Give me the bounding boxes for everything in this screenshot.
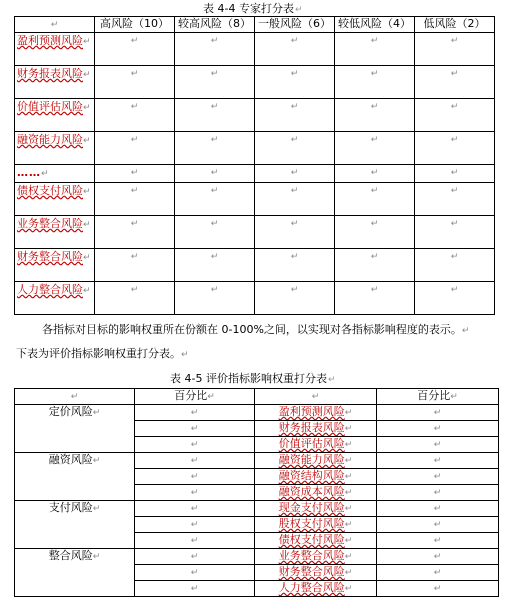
- risk-item-cell: 股权支付风险↵: [255, 517, 377, 533]
- score-cell: ↵: [175, 249, 255, 282]
- risk-name-cell: 债权支付风险↵: [15, 183, 95, 216]
- group-score-cell: ↵: [135, 581, 255, 597]
- table-row: [15, 501, 499, 517]
- score-cell: ↵: [415, 132, 495, 165]
- table2-caption: 表 4-5 评价指标影响权重打分表↵: [170, 372, 336, 385]
- paragraph-mark: ↵: [294, 5, 303, 15]
- score-cell: ↵: [415, 183, 495, 216]
- score-cell: ↵: [175, 282, 255, 315]
- score-cell: ↵: [175, 99, 255, 132]
- group-score-cell: ↵: [135, 469, 255, 485]
- score-cell: ↵: [95, 183, 175, 216]
- table1-header-cell: ↵: [15, 17, 95, 33]
- table-row-ellipsis: [15, 165, 495, 183]
- group-score-cell: ↵: [135, 501, 255, 517]
- score-cell: ↵: [415, 33, 495, 66]
- score-cell: ↵: [255, 249, 335, 282]
- score-cell: ↵: [175, 183, 255, 216]
- table-row: [15, 216, 495, 249]
- table2-header-row: [15, 389, 499, 405]
- table2-header-cell: ↵: [15, 389, 135, 405]
- item-score-cell: ↵: [377, 453, 499, 469]
- item-score-cell: ↵: [377, 405, 499, 421]
- risk-name-cell: ……↵: [15, 165, 95, 183]
- risk-name-cell: 盈利预测风险↵: [15, 33, 95, 66]
- risk-item-cell: 财务整合风险↵: [255, 565, 377, 581]
- item-score-cell: ↵: [377, 501, 499, 517]
- table-row: [15, 33, 495, 66]
- risk-group-cell: 定价风险↵: [15, 405, 135, 453]
- score-cell: ↵: [255, 132, 335, 165]
- score-cell: ↵: [95, 249, 175, 282]
- item-score-cell: ↵: [377, 437, 499, 453]
- score-cell: ↵: [415, 282, 495, 315]
- score-cell: ↵: [95, 33, 175, 66]
- table-row: [15, 132, 495, 165]
- table2-header-cell: 百分比↵: [377, 389, 499, 405]
- table1-header-cell: 一般风险（6）: [255, 17, 335, 33]
- group-score-cell: ↵: [135, 453, 255, 469]
- score-cell: ↵: [335, 216, 415, 249]
- group-score-cell: ↵: [135, 565, 255, 581]
- table-row: [15, 183, 495, 216]
- score-cell: ↵: [335, 183, 415, 216]
- risk-item-cell: 融资结构风险↵: [255, 469, 377, 485]
- group-score-cell: ↵: [135, 405, 255, 421]
- paragraph-line-1: 各指标对目标的影响权重所在份额在 0-100%之间，以实现对各指标影响程度的表示。↵: [42, 323, 470, 336]
- group-score-cell: ↵: [135, 533, 255, 549]
- table-row: [15, 249, 495, 282]
- risk-item-cell: 债权支付风险↵: [255, 533, 377, 549]
- score-cell: ↵: [335, 165, 415, 183]
- score-cell: ↵: [335, 33, 415, 66]
- item-score-cell: ↵: [377, 533, 499, 549]
- score-cell: ↵: [335, 282, 415, 315]
- table-row: [15, 549, 499, 565]
- score-cell: ↵: [335, 66, 415, 99]
- score-cell: ↵: [255, 165, 335, 183]
- score-cell: ↵: [415, 216, 495, 249]
- score-cell: ↵: [175, 216, 255, 249]
- score-cell: ↵: [95, 132, 175, 165]
- table1-header-row: [15, 17, 495, 33]
- group-score-cell: ↵: [135, 517, 255, 533]
- table1-header-cell: 较高风险（8）: [175, 17, 255, 33]
- risk-name-cell: 财务报表风险↵: [15, 66, 95, 99]
- score-cell: ↵: [335, 132, 415, 165]
- group-score-cell: ↵: [135, 421, 255, 437]
- risk-group-cell: 整合风险↵: [15, 549, 135, 597]
- score-cell: ↵: [95, 282, 175, 315]
- risk-name-cell: 融资能力风险↵: [15, 132, 95, 165]
- risk-name-cell: 业务整合风险↵: [15, 216, 95, 249]
- table1-caption: [203, 0, 303, 16]
- score-cell: ↵: [255, 216, 335, 249]
- score-cell: ↵: [95, 165, 175, 183]
- score-cell: ↵: [255, 33, 335, 66]
- score-cell: ↵: [175, 165, 255, 183]
- expert-score-table: [14, 16, 495, 315]
- table1-header-cell: 较低风险（4）: [335, 17, 415, 33]
- item-score-cell: ↵: [377, 469, 499, 485]
- score-cell: ↵: [335, 249, 415, 282]
- table2-header-cell: ↵: [255, 389, 377, 405]
- item-score-cell: ↵: [377, 485, 499, 501]
- risk-name-cell: 人力整合风险↵: [15, 282, 95, 315]
- risk-item-cell: 价值评估风险↵: [255, 437, 377, 453]
- risk-item-cell: 人力整合风险↵: [255, 581, 377, 597]
- table1-header-cell: 高风险（10）: [95, 17, 175, 33]
- paragraph-line-2: 下表为评价指标影响权重打分表。↵: [16, 347, 189, 360]
- score-cell: ↵: [415, 66, 495, 99]
- item-score-cell: ↵: [377, 421, 499, 437]
- item-score-cell: ↵: [377, 549, 499, 565]
- score-cell: ↵: [95, 99, 175, 132]
- item-score-cell: ↵: [377, 517, 499, 533]
- score-cell: ↵: [175, 132, 255, 165]
- table-row: [15, 99, 495, 132]
- risk-item-cell: 业务整合风险↵: [255, 549, 377, 565]
- table2-caption-text: 表 4-5 评价指标影响权重打分表: [170, 372, 327, 385]
- score-cell: ↵: [415, 249, 495, 282]
- risk-item-cell: 融资成本风险↵: [255, 485, 377, 501]
- group-score-cell: ↵: [135, 485, 255, 501]
- table1-header-cell: 低风险（2）: [415, 17, 495, 33]
- score-cell: ↵: [415, 99, 495, 132]
- score-cell: ↵: [255, 282, 335, 315]
- risk-item-cell: 融资能力风险↵: [255, 453, 377, 469]
- item-score-cell: ↵: [377, 565, 499, 581]
- score-cell: ↵: [175, 66, 255, 99]
- risk-group-cell: 融资风险↵: [15, 453, 135, 501]
- table-row: [15, 453, 499, 469]
- score-cell: ↵: [255, 183, 335, 216]
- score-cell: ↵: [415, 165, 495, 183]
- weight-score-table: [14, 388, 499, 597]
- score-cell: ↵: [175, 33, 255, 66]
- table-row: [15, 66, 495, 99]
- risk-item-cell: 财务报表风险↵: [255, 421, 377, 437]
- score-cell: ↵: [255, 99, 335, 132]
- item-score-cell: ↵: [377, 581, 499, 597]
- group-score-cell: ↵: [135, 549, 255, 565]
- score-cell: ↵: [95, 216, 175, 249]
- risk-name-cell: 价值评估风险↵: [15, 99, 95, 132]
- score-cell: ↵: [335, 99, 415, 132]
- risk-item-cell: 现金支付风险↵: [255, 501, 377, 517]
- score-cell: ↵: [95, 66, 175, 99]
- table-row: [15, 282, 495, 315]
- group-score-cell: ↵: [135, 437, 255, 453]
- table1-caption-text: 表 4-4 专家打分表: [203, 2, 294, 15]
- risk-name-cell: 财务整合风险↵: [15, 249, 95, 282]
- table-row: [15, 405, 499, 421]
- table2-header-cell: 百分比↵: [135, 389, 255, 405]
- score-cell: ↵: [255, 66, 335, 99]
- risk-group-cell: 支付风险↵: [15, 501, 135, 549]
- risk-item-cell: 盈利预测风险↵: [255, 405, 377, 421]
